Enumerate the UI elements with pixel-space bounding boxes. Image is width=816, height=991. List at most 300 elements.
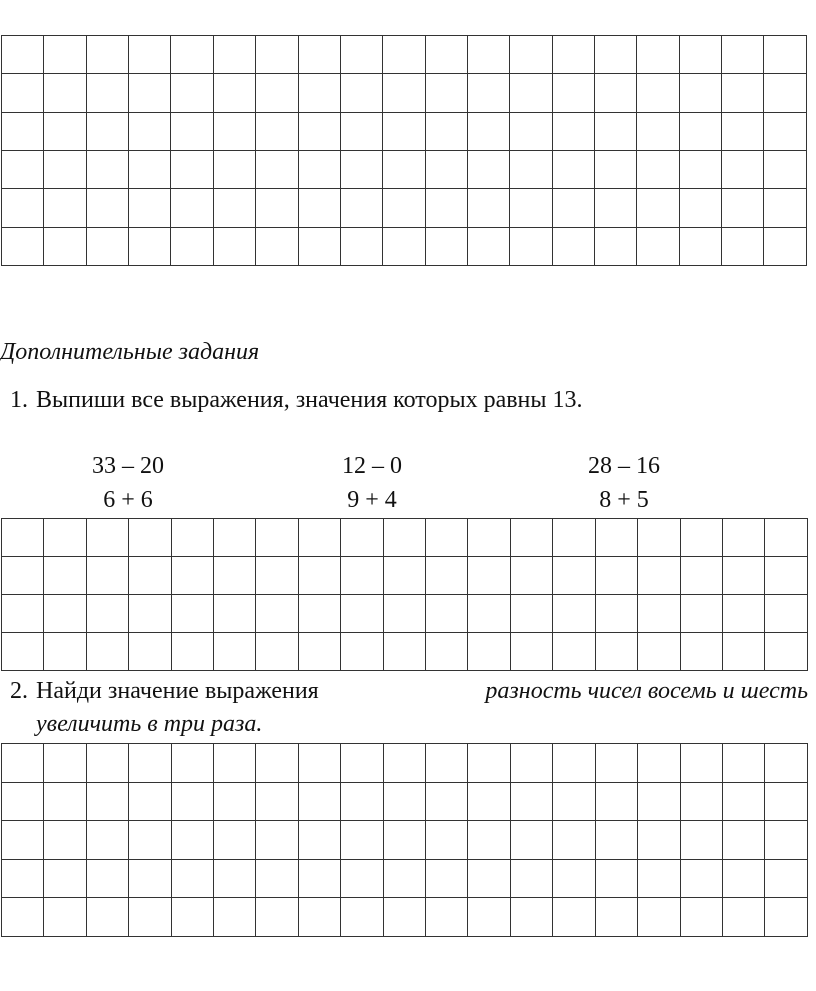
grid-cell[interactable] xyxy=(510,744,552,783)
grid-cell[interactable] xyxy=(44,36,86,74)
grid-cell[interactable] xyxy=(44,595,86,633)
grid-cell[interactable] xyxy=(425,227,467,265)
grid-cell[interactable] xyxy=(340,36,382,74)
grid-cell[interactable] xyxy=(426,821,468,860)
grid-row xyxy=(2,519,808,557)
grid-cell[interactable] xyxy=(680,782,722,821)
grid-cell[interactable] xyxy=(256,36,298,74)
grid-cell[interactable] xyxy=(553,821,595,860)
grid-cell[interactable] xyxy=(595,112,637,150)
grid-cell[interactable] xyxy=(256,633,298,671)
grid-cell[interactable] xyxy=(765,633,808,671)
grid-cell[interactable] xyxy=(638,519,680,557)
grid-cell[interactable] xyxy=(298,150,340,188)
grid-cell[interactable] xyxy=(679,74,721,112)
grid-cell[interactable] xyxy=(2,74,44,112)
grid-cell[interactable] xyxy=(214,519,256,557)
grid-cell[interactable] xyxy=(256,519,298,557)
grid-cell[interactable] xyxy=(44,744,86,783)
grid-cell[interactable] xyxy=(171,189,213,227)
grid-cell[interactable] xyxy=(510,36,552,74)
grid-cell[interactable] xyxy=(595,859,637,898)
grid-cell[interactable] xyxy=(214,595,256,633)
grid-cell[interactable] xyxy=(129,633,171,671)
grid-cell[interactable] xyxy=(86,36,128,74)
grid-cell[interactable] xyxy=(722,821,764,860)
grid-cell[interactable] xyxy=(298,859,340,898)
grid-cell[interactable] xyxy=(553,859,595,898)
grid-cell[interactable] xyxy=(595,189,637,227)
grid-cell[interactable] xyxy=(552,36,594,74)
grid-cell[interactable] xyxy=(510,227,552,265)
grid-cell[interactable] xyxy=(595,821,637,860)
grid-cell[interactable] xyxy=(765,595,808,633)
grid-cell[interactable] xyxy=(86,189,128,227)
grid-cell[interactable] xyxy=(171,519,213,557)
grid-cell[interactable] xyxy=(467,36,509,74)
grid-cell[interactable] xyxy=(214,557,256,595)
grid-cell[interactable] xyxy=(680,633,722,671)
answer-grid-task2[interactable] xyxy=(1,743,808,937)
grid-cell[interactable] xyxy=(44,898,86,937)
grid-cell[interactable] xyxy=(171,898,213,937)
grid-cell[interactable] xyxy=(467,112,509,150)
grid-cell[interactable] xyxy=(2,557,44,595)
grid-cell[interactable] xyxy=(44,227,86,265)
grid-cell[interactable] xyxy=(510,189,552,227)
grid-cell[interactable] xyxy=(2,782,44,821)
grid-cell[interactable] xyxy=(426,744,468,783)
grid-cell[interactable] xyxy=(595,519,637,557)
grid-cell[interactable] xyxy=(256,782,298,821)
grid-cell[interactable] xyxy=(510,633,552,671)
grid-cell[interactable] xyxy=(426,519,468,557)
grid-cell[interactable] xyxy=(553,744,595,783)
grid-cell[interactable] xyxy=(298,782,340,821)
grid-cell[interactable] xyxy=(2,150,44,188)
grid-cell[interactable] xyxy=(638,557,680,595)
expression-2b: 9 + 4 xyxy=(347,487,397,513)
grid-cell[interactable] xyxy=(680,595,722,633)
grid-cell[interactable] xyxy=(765,519,808,557)
grid-cell[interactable] xyxy=(765,744,808,783)
grid-cell[interactable] xyxy=(383,189,425,227)
grid-cell[interactable] xyxy=(214,633,256,671)
grid-cell[interactable] xyxy=(595,744,637,783)
grid-cell[interactable] xyxy=(638,633,680,671)
grid-cell[interactable] xyxy=(764,189,807,227)
grid-cell[interactable] xyxy=(2,633,44,671)
grid-cell[interactable] xyxy=(256,112,298,150)
grid-cell[interactable] xyxy=(553,557,595,595)
grid-cell[interactable] xyxy=(383,227,425,265)
grid-cell[interactable] xyxy=(765,821,808,860)
grid-cell[interactable] xyxy=(722,557,764,595)
grid-cell[interactable] xyxy=(298,36,340,74)
grid-cell[interactable] xyxy=(44,519,86,557)
grid-cell[interactable] xyxy=(129,74,171,112)
grid-cell[interactable] xyxy=(214,782,256,821)
grid-cell[interactable] xyxy=(298,227,340,265)
grid-cell[interactable] xyxy=(680,557,722,595)
grid-cell[interactable] xyxy=(341,898,383,937)
grid-row xyxy=(2,782,808,821)
grid-cell[interactable] xyxy=(764,112,807,150)
grid-cell[interactable] xyxy=(425,74,467,112)
grid-cell[interactable] xyxy=(722,633,764,671)
grid-cell[interactable] xyxy=(171,112,213,150)
grid-cell[interactable] xyxy=(467,227,509,265)
grid-cell[interactable] xyxy=(341,595,383,633)
grid-cell[interactable] xyxy=(256,595,298,633)
grid-cell[interactable] xyxy=(129,744,171,783)
grid-cell[interactable] xyxy=(256,74,298,112)
grid-cell[interactable] xyxy=(298,633,340,671)
grid-cell[interactable] xyxy=(171,557,213,595)
grid-cell[interactable] xyxy=(510,821,552,860)
grid-cell[interactable] xyxy=(256,859,298,898)
grid-cell[interactable] xyxy=(722,782,764,821)
grid-cell[interactable] xyxy=(171,782,213,821)
grid-cell[interactable] xyxy=(2,859,44,898)
grid-cell[interactable] xyxy=(552,74,594,112)
grid-cell[interactable] xyxy=(213,74,255,112)
grid-cell[interactable] xyxy=(552,150,594,188)
grid-cell[interactable] xyxy=(637,227,679,265)
grid-cell[interactable] xyxy=(638,859,680,898)
grid-cell[interactable] xyxy=(86,821,128,860)
grid-cell[interactable] xyxy=(510,557,552,595)
expression-2a: 12 – 0 xyxy=(342,453,402,479)
grid-cell[interactable] xyxy=(341,859,383,898)
grid-row xyxy=(2,898,808,937)
grid-cell[interactable] xyxy=(86,557,128,595)
grid-cell[interactable] xyxy=(595,557,637,595)
grid-cell[interactable] xyxy=(553,898,595,937)
grid-cell[interactable] xyxy=(467,189,509,227)
grid-row xyxy=(2,74,807,112)
grid-cell[interactable] xyxy=(383,519,425,557)
grid-cell[interactable] xyxy=(86,74,128,112)
grid-cell[interactable] xyxy=(638,782,680,821)
grid-cell[interactable] xyxy=(214,821,256,860)
grid-cell[interactable] xyxy=(637,112,679,150)
grid-cell[interactable] xyxy=(468,557,510,595)
grid-cell[interactable] xyxy=(679,227,721,265)
grid-cell[interactable] xyxy=(213,227,255,265)
grid-cell[interactable] xyxy=(256,227,298,265)
grid-cell[interactable] xyxy=(680,898,722,937)
grid-cell[interactable] xyxy=(764,150,807,188)
grid-cell[interactable] xyxy=(510,74,552,112)
grid-cell[interactable] xyxy=(129,36,171,74)
grid-cell[interactable] xyxy=(680,821,722,860)
grid-cell[interactable] xyxy=(298,189,340,227)
grid-cell[interactable] xyxy=(553,519,595,557)
grid-cell[interactable] xyxy=(553,633,595,671)
grid-cell[interactable] xyxy=(510,898,552,937)
grid-cell[interactable] xyxy=(722,36,764,74)
grid-cell[interactable] xyxy=(2,227,44,265)
grid-cell[interactable] xyxy=(553,595,595,633)
grid-cell[interactable] xyxy=(256,150,298,188)
grid-cell[interactable] xyxy=(129,189,171,227)
grid-cell[interactable] xyxy=(129,112,171,150)
grid-cell[interactable] xyxy=(383,557,425,595)
grid-cell[interactable] xyxy=(214,859,256,898)
grid-cell[interactable] xyxy=(44,782,86,821)
grid-cell[interactable] xyxy=(171,821,213,860)
grid-cell[interactable] xyxy=(213,189,255,227)
grid-cell[interactable] xyxy=(171,150,213,188)
grid-cell[interactable] xyxy=(722,519,764,557)
grid-cell[interactable] xyxy=(2,112,44,150)
grid-cell[interactable] xyxy=(468,744,510,783)
grid-cell[interactable] xyxy=(425,36,467,74)
grid-cell[interactable] xyxy=(680,519,722,557)
grid-cell[interactable] xyxy=(44,633,86,671)
grid-cell[interactable] xyxy=(213,36,255,74)
grid-cell[interactable] xyxy=(341,557,383,595)
grid-cell[interactable] xyxy=(341,744,383,783)
grid-cell[interactable] xyxy=(553,782,595,821)
grid-cell[interactable] xyxy=(383,74,425,112)
grid-cell[interactable] xyxy=(86,633,128,671)
grid-cell[interactable] xyxy=(468,519,510,557)
grid-cell[interactable] xyxy=(595,36,637,74)
grid-cell[interactable] xyxy=(2,821,44,860)
grid-cell[interactable] xyxy=(764,227,807,265)
grid-cell[interactable] xyxy=(298,74,340,112)
grid-cell[interactable] xyxy=(2,898,44,937)
grid-cell[interactable] xyxy=(298,821,340,860)
grid-cell[interactable] xyxy=(44,112,86,150)
grid-cell[interactable] xyxy=(722,595,764,633)
grid-cell[interactable] xyxy=(44,189,86,227)
grid-cell[interactable] xyxy=(765,782,808,821)
grid-cell[interactable] xyxy=(2,595,44,633)
grid-row xyxy=(2,859,808,898)
grid-cell[interactable] xyxy=(129,782,171,821)
grid-cell[interactable] xyxy=(213,150,255,188)
grid-cell[interactable] xyxy=(722,227,764,265)
grid-cell[interactable] xyxy=(765,859,808,898)
grid-cell[interactable] xyxy=(552,112,594,150)
grid-cell[interactable] xyxy=(298,595,340,633)
grid-cell[interactable] xyxy=(256,189,298,227)
grid-cell[interactable] xyxy=(468,821,510,860)
grid-cell[interactable] xyxy=(383,782,425,821)
grid-cell[interactable] xyxy=(171,36,213,74)
grid-cell[interactable] xyxy=(680,744,722,783)
grid-cell[interactable] xyxy=(256,557,298,595)
grid-cell[interactable] xyxy=(722,150,764,188)
grid-cell[interactable] xyxy=(171,633,213,671)
grid-cell[interactable] xyxy=(298,519,340,557)
task1-text: Выпиши все выражения, значения которых равны 13. xyxy=(36,387,583,413)
grid-cell[interactable] xyxy=(680,859,722,898)
answer-grid-task1[interactable] xyxy=(1,518,808,671)
grid-cell[interactable] xyxy=(383,821,425,860)
grid-cell[interactable] xyxy=(44,557,86,595)
grid-cell[interactable] xyxy=(595,150,637,188)
grid-cell[interactable] xyxy=(298,112,340,150)
grid-cell[interactable] xyxy=(256,898,298,937)
grid-cell[interactable] xyxy=(129,859,171,898)
grid-cell[interactable] xyxy=(426,595,468,633)
answer-grid-top[interactable] xyxy=(1,35,807,266)
grid-cell[interactable] xyxy=(256,744,298,783)
grid-cell[interactable] xyxy=(214,898,256,937)
grid-cell[interactable] xyxy=(722,859,764,898)
grid-cell[interactable] xyxy=(383,36,425,74)
grid-cell[interactable] xyxy=(425,112,467,150)
grid-cell[interactable] xyxy=(765,898,808,937)
grid-cell[interactable] xyxy=(679,150,721,188)
grid-cell[interactable] xyxy=(340,74,382,112)
grid-cell[interactable] xyxy=(637,36,679,74)
grid-cell[interactable] xyxy=(595,898,637,937)
grid-cell[interactable] xyxy=(426,859,468,898)
grid-cell[interactable] xyxy=(340,150,382,188)
grid-cell[interactable] xyxy=(468,782,510,821)
grid-cell[interactable] xyxy=(510,150,552,188)
grid-cell[interactable] xyxy=(86,519,128,557)
grid-cell[interactable] xyxy=(383,744,425,783)
grid-cell[interactable] xyxy=(467,74,509,112)
grid-cell[interactable] xyxy=(552,189,594,227)
grid-cell[interactable] xyxy=(129,150,171,188)
grid-cell[interactable] xyxy=(468,859,510,898)
grid-cell[interactable] xyxy=(171,595,213,633)
grid-cell[interactable] xyxy=(341,821,383,860)
grid-cell[interactable] xyxy=(383,633,425,671)
grid-cell[interactable] xyxy=(722,112,764,150)
grid-cell[interactable] xyxy=(426,557,468,595)
grid-cell[interactable] xyxy=(86,150,128,188)
grid-cell[interactable] xyxy=(298,744,340,783)
grid-cell[interactable] xyxy=(129,227,171,265)
grid-cell[interactable] xyxy=(86,898,128,937)
grid-cell[interactable] xyxy=(764,36,807,74)
grid-cell[interactable] xyxy=(129,898,171,937)
grid-cell[interactable] xyxy=(340,227,382,265)
grid-cell[interactable] xyxy=(86,782,128,821)
grid-cell[interactable] xyxy=(679,189,721,227)
grid-cell[interactable] xyxy=(637,189,679,227)
grid-cell[interactable] xyxy=(213,112,255,150)
grid-cell[interactable] xyxy=(765,557,808,595)
grid-cell[interactable] xyxy=(341,633,383,671)
grid-cell[interactable] xyxy=(637,74,679,112)
grid-cell[interactable] xyxy=(595,782,637,821)
grid-cell[interactable] xyxy=(468,595,510,633)
grid-cell[interactable] xyxy=(2,519,44,557)
grid-cell[interactable] xyxy=(468,633,510,671)
grid-cell[interactable] xyxy=(171,744,213,783)
grid-cell[interactable] xyxy=(44,150,86,188)
grid-cell[interactable] xyxy=(44,859,86,898)
grid-cell[interactable] xyxy=(86,859,128,898)
grid-cell[interactable] xyxy=(552,227,594,265)
grid-cell[interactable] xyxy=(510,859,552,898)
grid-cell[interactable] xyxy=(425,150,467,188)
grid-cell[interactable] xyxy=(679,112,721,150)
grid-cell[interactable] xyxy=(171,859,213,898)
grid-cell[interactable] xyxy=(722,744,764,783)
grid-cell[interactable] xyxy=(467,150,509,188)
grid-cell[interactable] xyxy=(638,821,680,860)
grid-cell[interactable] xyxy=(383,112,425,150)
grid-cell[interactable] xyxy=(44,821,86,860)
grid-cell[interactable] xyxy=(595,74,637,112)
grid-cell[interactable] xyxy=(510,112,552,150)
grid-cell[interactable] xyxy=(86,227,128,265)
grid-cell[interactable] xyxy=(426,633,468,671)
grid-cell[interactable] xyxy=(638,595,680,633)
grid-cell[interactable] xyxy=(510,782,552,821)
expression-1a: 33 – 20 xyxy=(92,453,164,479)
task1-number: 1. xyxy=(10,387,28,413)
grid-cell[interactable] xyxy=(129,519,171,557)
grid-cell[interactable] xyxy=(129,821,171,860)
grid-cell[interactable] xyxy=(341,782,383,821)
grid-cell[interactable] xyxy=(171,227,213,265)
grid-cell[interactable] xyxy=(86,595,128,633)
grid-cell[interactable] xyxy=(383,595,425,633)
grid-cell[interactable] xyxy=(171,74,213,112)
grid-cell[interactable] xyxy=(722,189,764,227)
task2-text-italic-2: увеличить в три раза. xyxy=(36,711,263,737)
grid-cell[interactable] xyxy=(426,782,468,821)
task2-line1 xyxy=(36,679,808,703)
grid-cell[interactable] xyxy=(340,112,382,150)
grid-cell[interactable] xyxy=(638,744,680,783)
grid-cell[interactable] xyxy=(86,744,128,783)
grid-cell[interactable] xyxy=(679,36,721,74)
grid-cell[interactable] xyxy=(595,633,637,671)
grid-cell[interactable] xyxy=(214,744,256,783)
grid-cell[interactable] xyxy=(722,898,764,937)
grid-cell[interactable] xyxy=(383,898,425,937)
grid-cell[interactable] xyxy=(129,557,171,595)
grid-cell[interactable] xyxy=(638,898,680,937)
grid-cell[interactable] xyxy=(595,227,637,265)
grid-cell[interactable] xyxy=(637,150,679,188)
grid-cell[interactable] xyxy=(298,898,340,937)
grid-cell[interactable] xyxy=(510,519,552,557)
grid-cell[interactable] xyxy=(510,595,552,633)
grid-cell[interactable] xyxy=(2,744,44,783)
grid-cell[interactable] xyxy=(298,557,340,595)
grid-cell[interactable] xyxy=(595,595,637,633)
grid-cell[interactable] xyxy=(383,859,425,898)
grid-cell[interactable] xyxy=(340,189,382,227)
grid-cell[interactable] xyxy=(383,150,425,188)
grid-cell[interactable] xyxy=(425,189,467,227)
grid-cell[interactable] xyxy=(129,595,171,633)
grid-cell[interactable] xyxy=(722,74,764,112)
grid-cell[interactable] xyxy=(2,189,44,227)
grid-cell[interactable] xyxy=(86,112,128,150)
grid-cell[interactable] xyxy=(764,74,807,112)
grid-cell[interactable] xyxy=(2,36,44,74)
grid-cell[interactable] xyxy=(468,898,510,937)
grid-cell[interactable] xyxy=(426,898,468,937)
grid-cell[interactable] xyxy=(341,519,383,557)
grid-cell[interactable] xyxy=(256,821,298,860)
grid-cell[interactable] xyxy=(44,74,86,112)
